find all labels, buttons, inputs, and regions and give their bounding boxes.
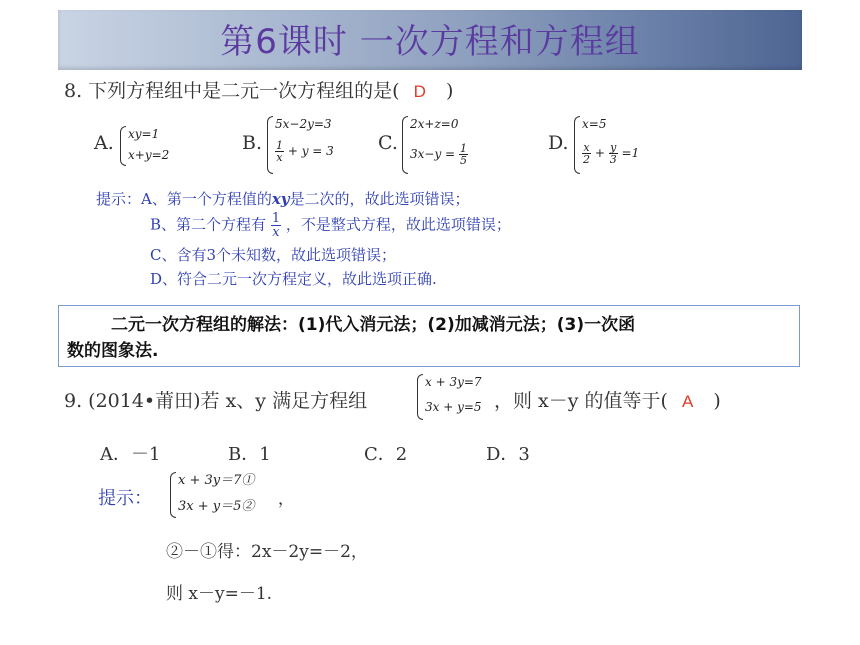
option-b-fraction: $\frac{1}{x}$ — [276, 139, 283, 164]
question-9-stem-suffix: ，则 x－y 的值等于( A ) — [494, 390, 721, 412]
summary-line-2: 数的图象法. — [67, 341, 159, 361]
option-d-eq2: $\frac{x}{2}$ + $\frac{y}{3}$ =1 — [583, 141, 640, 166]
question-8-answer: D — [413, 82, 426, 101]
option-c-fraction: $\frac{1}{5}$ — [459, 142, 467, 167]
page-title: 第6课时 一次方程和方程组 — [220, 22, 640, 62]
hint-line-2: B、第二个方程有 $\frac{1}{x}$ ，不是整式方程，故此选项错误； — [150, 211, 511, 240]
question-9-stem-prefix: 9. (2014•莆田)若 x、y 满足方程组 — [64, 390, 368, 412]
question-9-hint-comma: ， — [278, 489, 295, 508]
solution-step-1: ②－①得：2x－2y=－2， — [166, 542, 368, 562]
question-9-brace — [417, 374, 423, 420]
choice-b: B．1 — [228, 444, 271, 465]
choice-d: D．3 — [486, 444, 530, 465]
option-b-brace — [267, 116, 273, 174]
option-a-label: A. — [94, 132, 114, 154]
option-a-eq2: x+y=2 — [128, 148, 170, 162]
summary-box — [58, 305, 800, 367]
question-9-eq1: x + 3y=7 — [425, 375, 482, 389]
question-9-hint-eq2: 3x + y＝5② — [178, 499, 255, 514]
option-c-eq1: 2x+z=0 — [410, 117, 459, 131]
choice-a: A．－1 — [100, 444, 161, 465]
hint-line-1: 提示：A、第一个方程值的xy是二次的，故此选项错误； — [96, 190, 470, 208]
hint-line-3: C、含有3个未知数，故此选项错误； — [150, 246, 397, 264]
hint-fraction: $\frac{1}{x}$ — [271, 211, 281, 240]
option-a-brace — [120, 126, 126, 166]
question-9-answer: A — [682, 392, 694, 411]
question-9-hint-eq1: x + 3y＝7① — [178, 473, 255, 488]
question-9-hint-label: 提示： — [98, 488, 152, 509]
question-8-stem — [64, 76, 453, 103]
option-d-eq1: x=5 — [582, 117, 607, 131]
question-9-hint-brace — [170, 472, 176, 518]
option-d-brace — [574, 116, 580, 174]
hint-line-4: D、符合二元一次方程定义，故此选项正确. — [150, 270, 437, 288]
option-d-label: D. — [548, 132, 569, 154]
option-c-label: C. — [378, 132, 398, 154]
option-b-label: B. — [242, 132, 263, 154]
choice-c: C．2 — [364, 444, 408, 465]
option-c-eq2: 3x−y = $\frac{1}{5}$ — [410, 142, 467, 167]
option-c-brace — [402, 116, 408, 174]
option-b-eq1: 5x−2y=3 — [275, 117, 332, 131]
option-b-eq2: $\frac{1}{x}$ + y = 3 — [276, 139, 334, 164]
question-9-eq2: 3x + y=5 — [425, 400, 482, 414]
option-d-fraction-y: $\frac{y}{3}$ — [609, 141, 617, 166]
question-8-close: ) — [445, 80, 454, 102]
summary-line-1: 二元一次方程组的解法：(1)代入消元法；(2)加减消元法；(3)一次函 — [111, 315, 636, 335]
question-8-text: 8. 下列方程组中是二元一次方程组的是( — [64, 80, 400, 102]
option-a-eq1: xy=1 — [128, 127, 160, 141]
option-d-fraction-x: $\frac{x}{2}$ — [583, 141, 590, 166]
solution-step-2: 则 x－y=－1. — [166, 584, 273, 604]
